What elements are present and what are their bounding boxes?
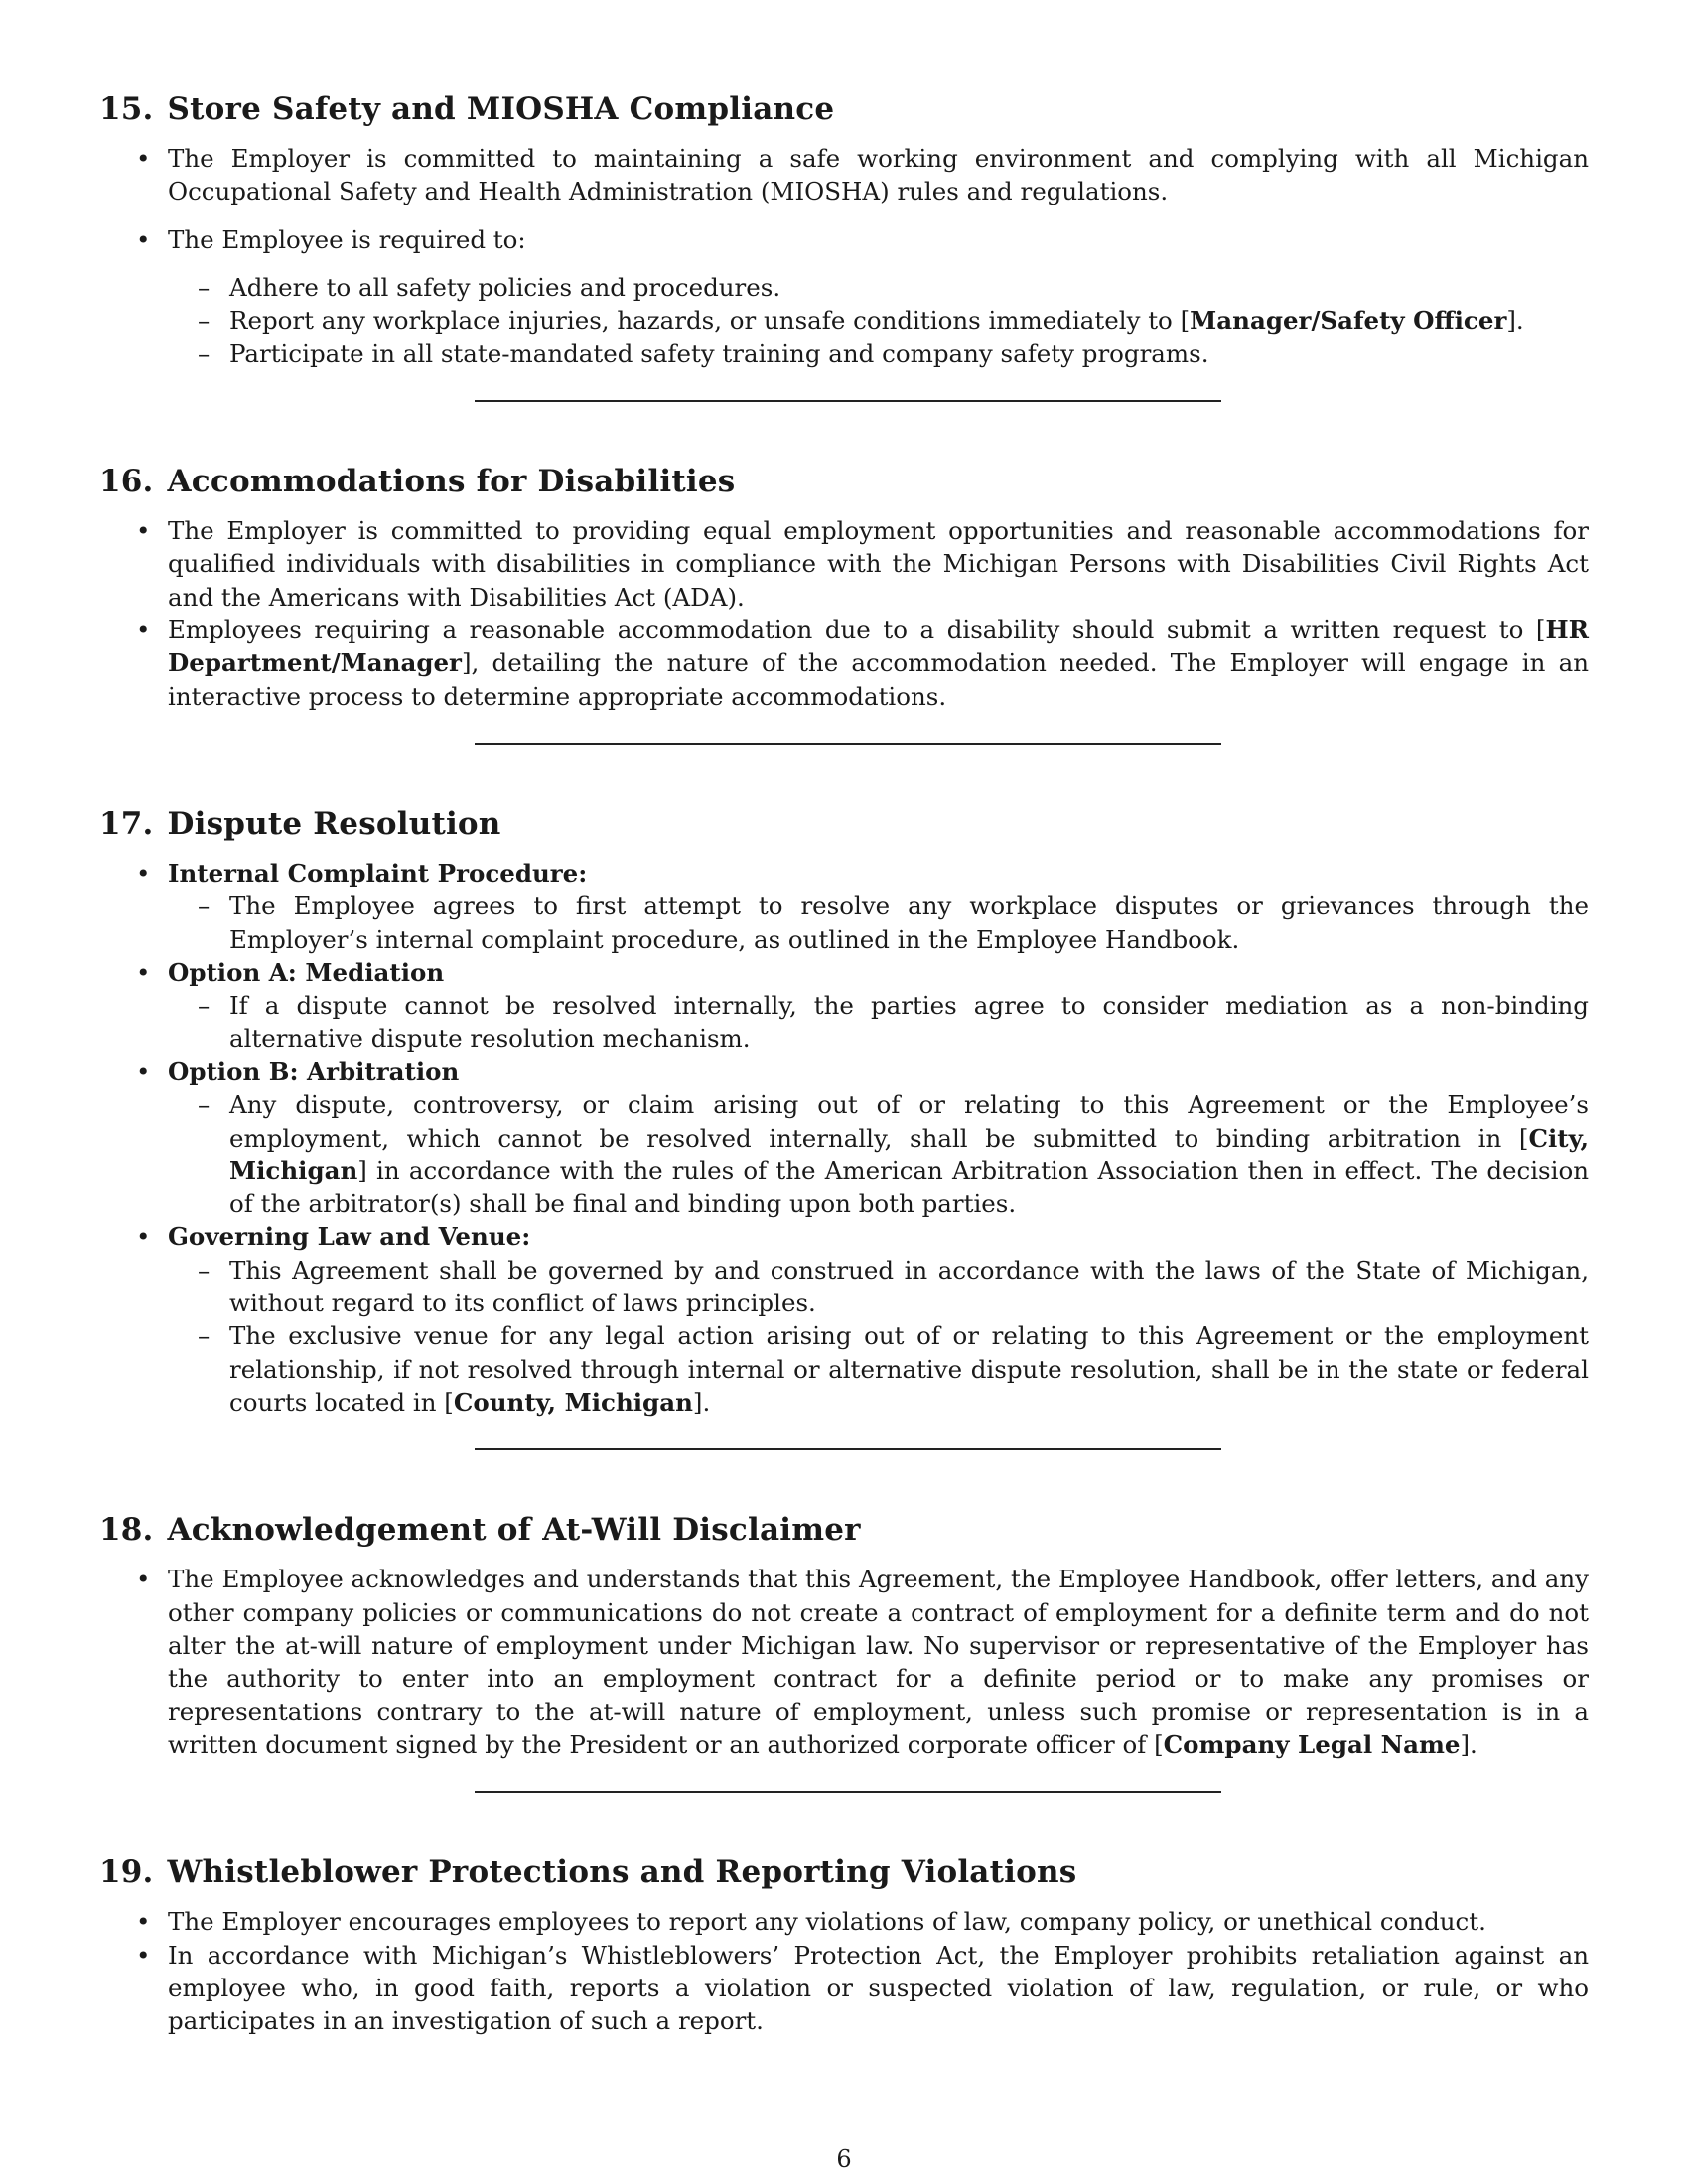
bullet-list (99, 514, 1589, 713)
section-heading: 15. Store Safety and MIOSHA Compliance (99, 91, 835, 127)
section-18 (99, 1512, 1589, 1793)
bullet-list (99, 1563, 1589, 1761)
list-item: • Employees requiring a reasonable accommodation due to a disability should submit a written request to [HR Department/Manager], detailing the nature of the accommodation needed. The Employer will engage in an interactive process to determine appropriate accommodations. (99, 614, 1589, 713)
sub-list (168, 1254, 1589, 1419)
section-19 (99, 1854, 1589, 2037)
section-16 (99, 464, 1589, 745)
list-item: • Option B: Arbitration – Any dispute, controversy, or claim arising out of or relating to this Agreement or the Employee’s employment, which cannot be resolved internally, shall be submitted to binding arbitration in [City, Michigan] in accordance with the rules of the American Arbitration Association then in effect. The decision of the arbitrator(s) shall be final and binding upon both parties. (99, 1055, 1589, 1220)
list-item: • The Employee is required to: – Adhere to all safety policies and procedures. – Report any workplace injuries, hazards, or unsafe conditions immediately to [Manager/Safety Officer]. – Participate in all state-mandated safety training and company safety programs. (99, 223, 1589, 370)
bullet-list (99, 1905, 1589, 2037)
list-item: • Governing Law and Venue: – This Agreement shall be governed by and construed in accordance with the laws of the State of Michigan, without regard to its conflict of laws principles. – The exclusive venue for any legal action arising out of or relating to this Agreement or the employment relationship, if not resolved through internal or alternative dispute resolution, shall be in the state or federal courts located in [County, Michigan]. (99, 1220, 1589, 1419)
list-item: • The Employer is committed to maintaining a safe working environment and complying with all Michigan Occupational Safety and Health Administration (MIOSHA) rules and regulations. (99, 142, 1589, 208)
sub-list-item: – The Employee agrees to first attempt to resolve any workplace disputes or grievances through the Employer’s internal complaint procedure, as outlined in the Employee Handbook. (168, 889, 1589, 956)
page-number: 6 (836, 2145, 852, 2173)
section-heading: 18. Acknowledgement of At-Will Disclaimer (99, 1512, 861, 1549)
sub-list (168, 989, 1589, 1055)
section-heading: 17. Dispute Resolution (99, 805, 501, 842)
list-item: • In accordance with Michigan’s Whistleblowers’ Protection Act, the Employer prohibits retaliation against an employee who, in good faith, reports a violation or suspected violation of law, regulation, or rule, or who participates in an investigation of such a report. (99, 1939, 1589, 2038)
section-17 (99, 806, 1589, 1450)
sub-list (168, 271, 1589, 370)
list-item: • Option A: Mediation – If a dispute cannot be resolved internally, the parties agree to consider mediation as a non-binding alternative dispute resolution mechanism. (99, 956, 1589, 1055)
sub-list (168, 889, 1589, 956)
sub-list (168, 1088, 1589, 1220)
sub-list-item: – This Agreement shall be governed by and construed in accordance with the laws of the State of Michigan, without regard to its conflict of laws principles. (168, 1254, 1589, 1320)
sub-list-item: – If a dispute cannot be resolved internally, the parties agree to consider mediation as a non-binding alternative dispute resolution mechanism. (168, 989, 1589, 1055)
section-15 (99, 91, 1589, 402)
bullet-list (99, 857, 1589, 1419)
document-body (99, 91, 1589, 2038)
sub-list-item: – The exclusive venue for any legal action arising out of or relating to this Agreement or the employment relationship, if not resolved through internal or alternative dispute resolution, shall be in the state or federal courts located in [County, Michigan]. (168, 1319, 1589, 1419)
sub-list-item: – Adhere to all safety policies and procedures. (168, 271, 1589, 304)
list-item: • The Employer is committed to providing equal employment opportunities and reasonable accommodations for qualified individuals with disabilities in compliance with the Michigan Persons with Disabilities Civil Rights Act and the Americans with Disabilities Act (ADA). (99, 514, 1589, 614)
sub-list-item: – Participate in all state-mandated safety training and company safety programs. (168, 338, 1589, 370)
section-heading: 16. Accommodations for Disabilities (99, 463, 736, 499)
sub-list-item: – Report any workplace injuries, hazards, or unsafe conditions immediately to [Manager/Safety Officer]. (168, 304, 1589, 337)
bullet-list (99, 142, 1589, 370)
list-item: • The Employee acknowledges and understands that this Agreement, the Employee Handbook, offer letters, and any other company policies or communications do not create a contract of employment for a definite term and do not alter the at-will nature of employment under Michigan law. No supervisor or representative of the Employer has the authority to enter into an employment contract for a definite period or to make any promises or representations contrary to the at-will nature of employment, unless such promise or representation is in a written document signed by the President or an authorized corporate officer of [Company Legal Name]. (99, 1563, 1589, 1761)
section-heading: 19. Whistleblower Protections and Reporting Violations (99, 1854, 1077, 1891)
list-item: • The Employer encourages employees to report any violations of law, company policy, or unethical conduct. (99, 1905, 1589, 1938)
sub-list-item: – Any dispute, controversy, or claim arising out of or relating to this Agreement or the Employee’s employment, which cannot be resolved internally, shall be submitted to binding arbitration in [City, Michigan] in accordance with the rules of the American Arbitration Association then in effect. The decision of the arbitrator(s) shall be final and binding upon both parties. (168, 1088, 1589, 1220)
list-item: • Internal Complaint Procedure: – The Employee agrees to first attempt to resolve any workplace disputes or grievances through the Employer’s internal complaint procedure, as outlined in the Employee Handbook. (99, 857, 1589, 956)
